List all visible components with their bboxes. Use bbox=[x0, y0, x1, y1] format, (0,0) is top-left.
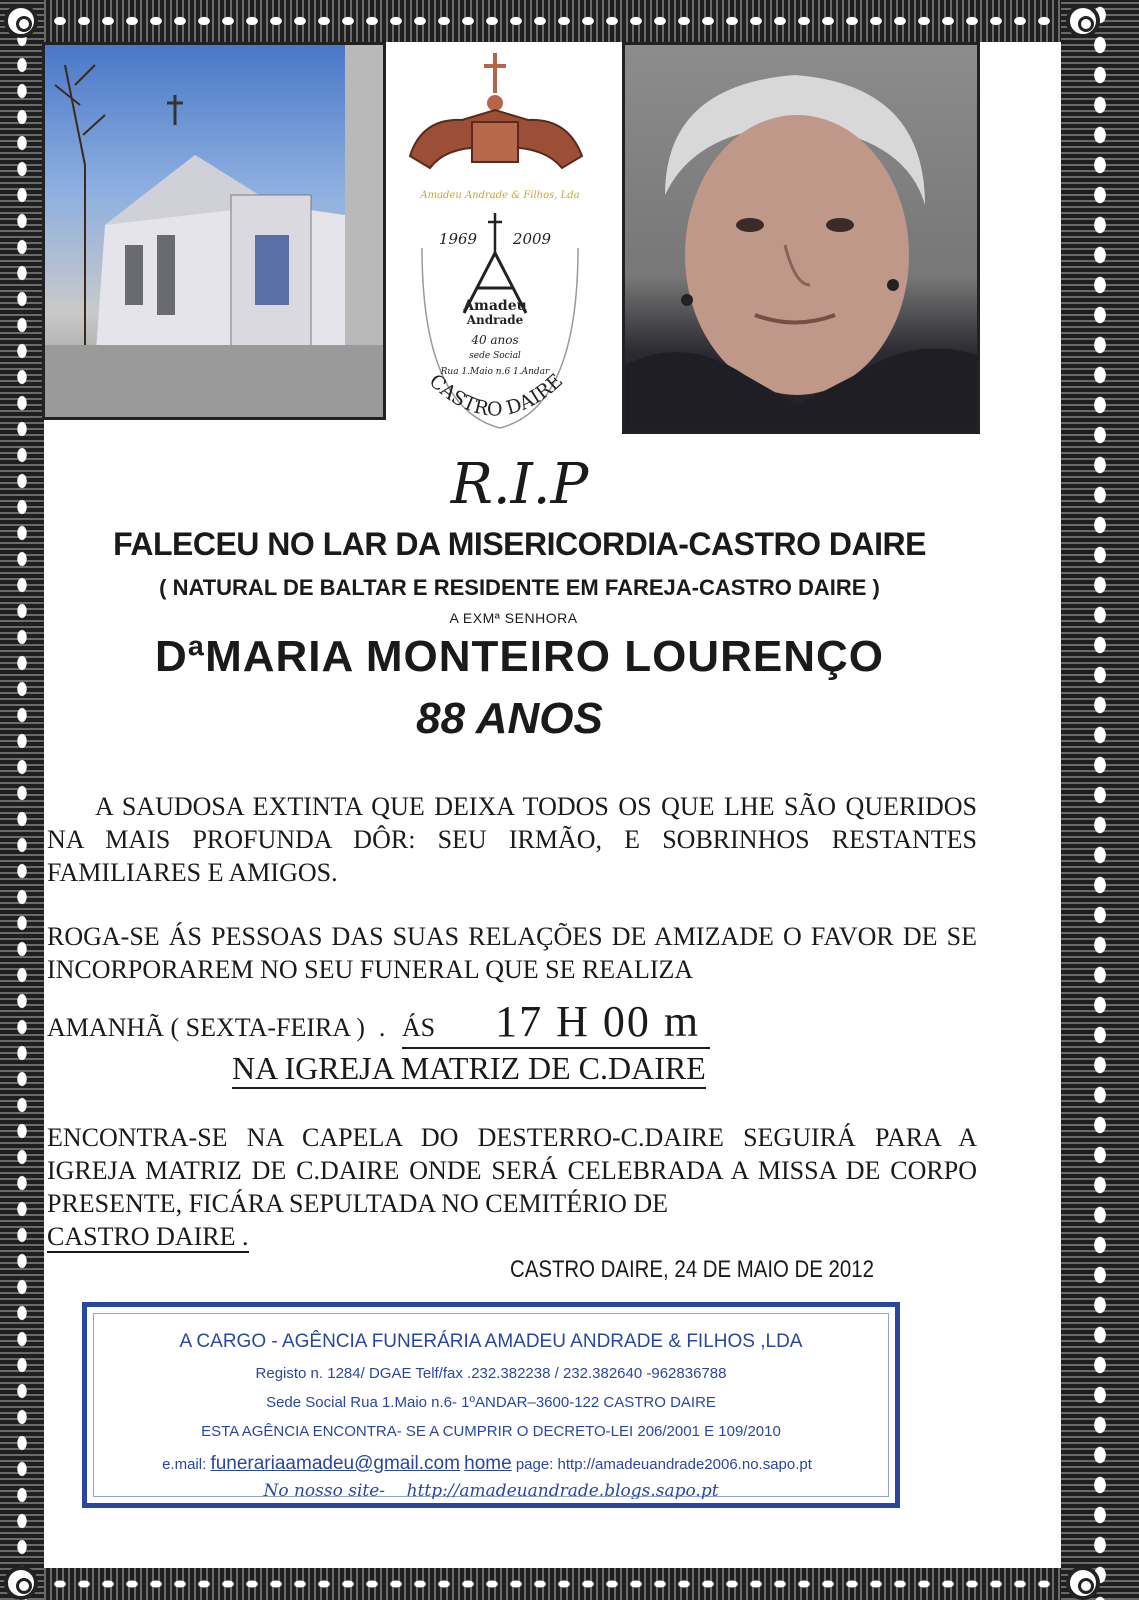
agency-registration: Registo n. 1284/ DGAE Telf/fax .232.382238 / 232.382640 -962836788 bbox=[255, 1365, 727, 1382]
invitation-paragraph: ROGA-SE ÁS PESSOAS DAS SUAS RELAÇÕES DE AMIZADE O FAVOR DE SE INCORPORAREM NO SEU FUNERAL QUE SE REALIZA bbox=[47, 922, 977, 984]
logo-year-end: 2009 bbox=[512, 230, 552, 248]
agency-site-line bbox=[87, 1481, 895, 1499]
corner-ornament bbox=[1066, 1566, 1100, 1600]
agency-address: Sede Social Rua 1.Maio n.6- 1ºANDAR–3600-122 CASTRO DAIRE bbox=[266, 1394, 716, 1411]
deceased-age: 88 ANOS bbox=[416, 694, 603, 743]
mourners-text: A SAUDOSA EXTINTA QUE DEIXA TODOS OS QUE LHE SÃO QUERIDOS NA MAIS PROFUNDA DÔR: SEU IRMÃO, E SOBRINHOS RESTANTES FAMILIARES E AMIGOS. bbox=[47, 792, 977, 887]
email-link[interactable]: funerariaamadeu@gmail.com bbox=[210, 1453, 460, 1474]
mourners-paragraph bbox=[47, 790, 977, 889]
border-top bbox=[0, 0, 1139, 42]
logo-monogram-line1: Amadeu bbox=[463, 298, 527, 314]
logo-anniversary: 40 anos bbox=[471, 333, 519, 347]
email-label: e.mail: bbox=[162, 1456, 207, 1473]
deceased-portrait bbox=[622, 42, 980, 434]
corner-ornament bbox=[4, 1566, 38, 1600]
agency-logo bbox=[392, 48, 608, 448]
origin-line: ( NATURAL DE BALTAR E RESIDENTE EM FAREJA-CASTRO DAIRE ) bbox=[159, 575, 880, 600]
funeral-church: NA IGREJA MATRIZ DE C.DAIRE bbox=[232, 1050, 706, 1089]
corner-ornament bbox=[1066, 4, 1100, 38]
rip-heading: R.I.P bbox=[450, 452, 589, 517]
site-label: No nosso site- bbox=[263, 1481, 386, 1499]
death-place-line: FALECEU NO LAR DA MISERICORDIA-CASTRO DAIRE bbox=[113, 526, 926, 562]
logo-monogram-line2: Andrade bbox=[466, 313, 524, 327]
border-left bbox=[0, 0, 44, 1600]
portrait-illustration bbox=[625, 45, 977, 431]
logo-year-start: 1969 bbox=[438, 230, 478, 248]
church-photo bbox=[42, 42, 386, 420]
corner-ornament bbox=[4, 4, 38, 38]
logo-address: Rua 1.Maio n.6 1.Andar bbox=[440, 367, 550, 377]
funeral-time-line: AMANHÃ ( SEXTA-FEIRA ) . ÁS 17 H 00 m bbox=[47, 996, 977, 1049]
logo-town-arc: CASTRO DAIRE bbox=[424, 369, 568, 421]
agency-contact-line bbox=[83, 1453, 891, 1475]
border-right bbox=[1061, 0, 1139, 1600]
funeral-day: AMANHÃ ( SEXTA-FEIRA ) bbox=[47, 1013, 365, 1042]
agency-name: A CARGO - AGÊNCIA FUNERÁRIA AMADEU ANDRADE & FILHOS ,LDA bbox=[179, 1331, 803, 1352]
funeral-time-underline bbox=[402, 996, 710, 1049]
agency-decree: ESTA AGÊNCIA ENCONTRA- SE A CUMPRIR O DECRETO-LEI 206/2001 E 109/2010 bbox=[201, 1423, 781, 1440]
homepage-url[interactable]: page: http://amadeuandrade2006.no.sapo.pt bbox=[515, 1456, 812, 1473]
logo-maker-text: Amadeu Andrade & Filhos, Lda bbox=[420, 190, 580, 201]
agency-info-box bbox=[82, 1302, 900, 1508]
ceremony-text: ENCONTRA-SE NA CAPELA DO DESTERRO-C.DAIRE SEGUIRÁ PARA A IGREJA MATRIZ DE C.DAIRE ONDE SERÁ CELEBRADA A MISSA DE CORPO PRESENTE, FICÁRA SEPULTADA NO CEMITÉRIO DE bbox=[47, 1123, 977, 1218]
home-link[interactable]: home bbox=[464, 1453, 512, 1474]
border-bottom bbox=[0, 1568, 1139, 1600]
notice-date: CASTRO DAIRE, 24 DE MAIO DE 2012 bbox=[510, 1256, 874, 1283]
site-url[interactable]: http://amadeuandrade.blogs.sapo.pt bbox=[406, 1481, 719, 1499]
church-illustration bbox=[45, 45, 383, 417]
deceased-name: DªMARIA MONTEIRO LOURENÇO bbox=[155, 632, 884, 681]
burial-town: CASTRO DAIRE . bbox=[47, 1222, 249, 1251]
salutation: A EXMª SENHORA bbox=[449, 610, 578, 626]
logo-sede: sede Social bbox=[469, 351, 521, 361]
funeral-time: 17 H 00 m bbox=[495, 997, 701, 1046]
funeral-at: ÁS bbox=[401, 1013, 436, 1042]
ceremony-paragraph bbox=[47, 1121, 977, 1253]
